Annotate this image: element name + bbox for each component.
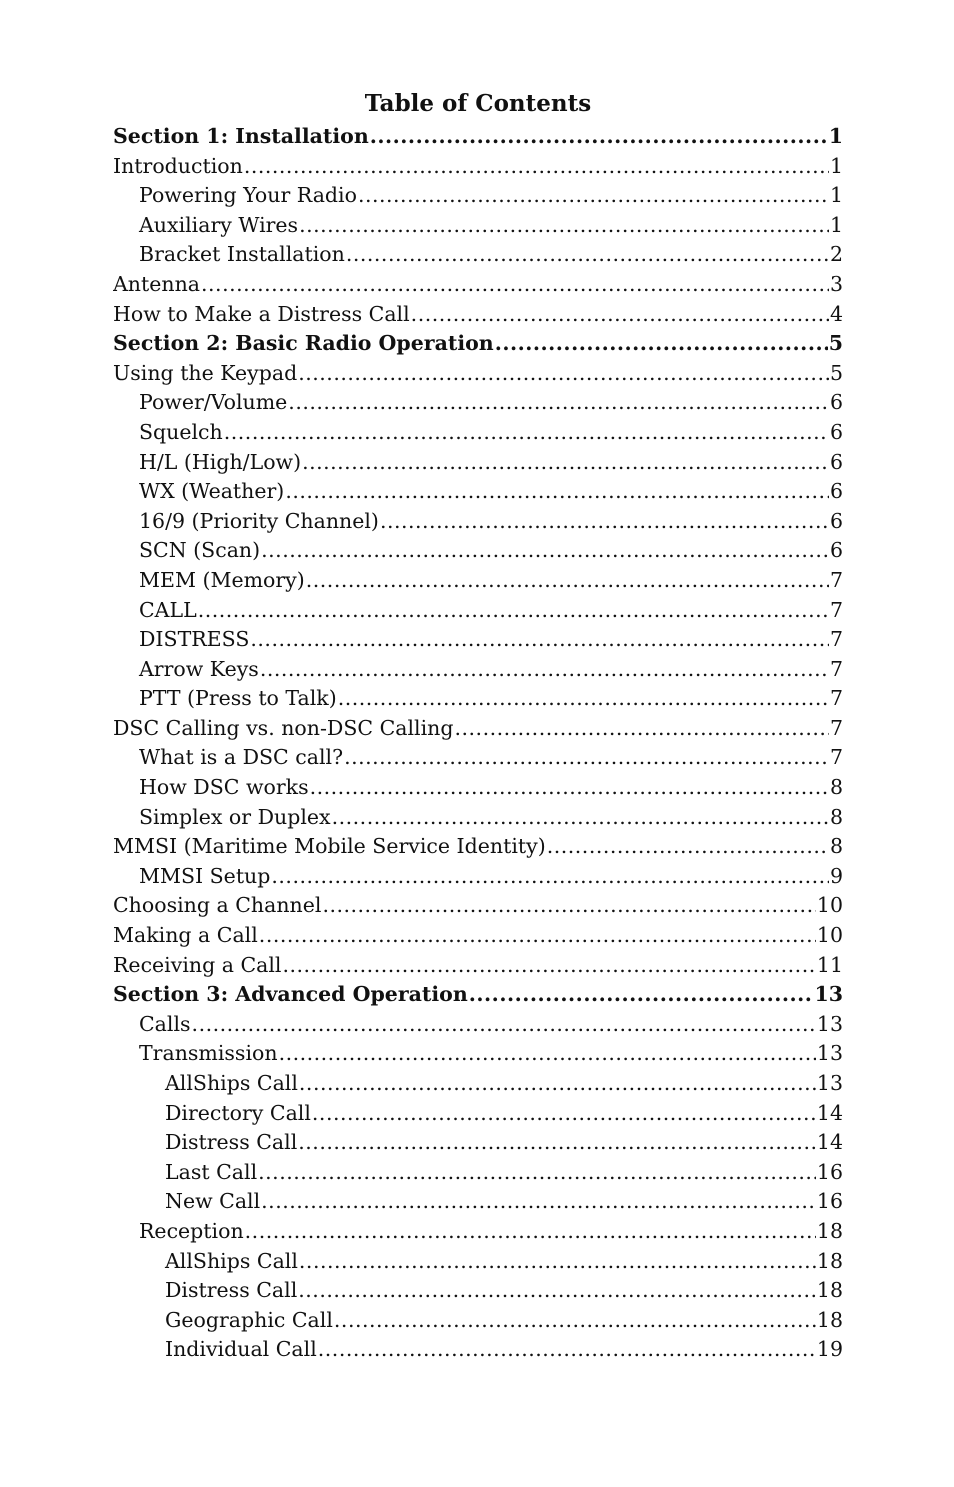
dot-leader [312,1099,816,1129]
toc-entry-page-number: 7 [829,567,843,592]
toc-entry[interactable] [113,951,843,981]
toc-entry-page-number: 18 [816,1248,843,1273]
toc-entry-label: H/L (High/Low) [139,449,302,474]
toc-entry-label: Section 3: Advanced Operation [113,982,468,1007]
toc-entry-page-number: 6 [829,390,843,415]
dot-leader [322,891,815,921]
toc-entry-page-number: 6 [829,449,843,474]
toc-entry[interactable] [113,388,843,418]
toc-entry-label: Bracket Installation [139,242,345,267]
toc-entry[interactable] [113,1039,843,1069]
toc-entry-page-number: 7 [829,656,843,681]
dot-leader [261,1187,816,1217]
toc-entry[interactable] [113,921,843,951]
toc-entry-label: Geographic Call [165,1307,333,1332]
dot-leader [318,1335,816,1365]
dot-leader [346,240,829,270]
toc-entry-label: DSC Calling vs. non-DSC Calling [113,715,454,740]
toc-entry-page-number: 10 [816,893,843,918]
toc-entry[interactable] [113,1187,843,1217]
toc-entry-page-number: 6 [829,508,843,533]
toc-entry-label: Last Call [165,1159,258,1184]
toc-entry-page-number: 5 [829,360,843,385]
toc-entry[interactable] [113,1217,843,1247]
toc-entry-page-number: 16 [816,1189,843,1214]
toc-entry-label: Making a Call [113,923,258,948]
toc-entry-page-number: 1 [829,212,843,237]
dot-leader [261,536,829,566]
toc-entry-label: Individual Call [165,1337,317,1362]
toc-entry-page-number: 7 [829,597,843,622]
toc-entry[interactable] [113,1099,843,1129]
toc-entry[interactable] [113,1335,843,1365]
toc-entry-label: Directory Call [165,1100,311,1125]
toc-entry[interactable] [113,536,843,566]
dot-leader [299,211,829,241]
toc-entry-label: How to Make a Distress Call [113,301,410,326]
toc-section-heading[interactable] [113,980,843,1010]
toc-entry-page-number: 3 [829,271,843,296]
toc-entry[interactable] [113,714,843,744]
dot-leader [260,655,829,685]
dot-leader [258,1158,816,1188]
dot-leader [224,418,829,448]
dot-leader [310,773,829,803]
toc-entry-page-number: 1 [828,124,843,148]
toc-entry-page-number: 7 [829,627,843,652]
dot-leader [469,980,814,1010]
dot-leader [288,388,829,418]
toc-entry-page-number: 16 [816,1159,843,1184]
toc-entry[interactable] [113,1247,843,1277]
toc-entry-label: Calls [139,1011,191,1036]
toc-entry-label: SCN (Scan) [139,538,261,563]
toc-entry-page-number: 7 [829,745,843,770]
dot-leader [299,1069,816,1099]
dot-leader [455,714,829,744]
toc-entry-page-number: 6 [829,419,843,444]
toc-entry-page-number: 1 [829,153,843,178]
toc-section-heading[interactable] [113,329,843,359]
dot-leader [298,1128,816,1158]
toc-entry[interactable] [113,507,843,537]
dot-leader [370,122,828,152]
toc-entry[interactable] [113,418,843,448]
toc-entry-page-number: 2 [829,242,843,267]
dot-leader [285,477,829,507]
toc-entry[interactable] [113,684,843,714]
dot-leader [358,181,829,211]
toc-entry[interactable] [113,803,843,833]
toc-entry-page-number: 7 [829,715,843,740]
toc-entry-label: Choosing a Channel [113,893,322,918]
toc-entry-page-number: 14 [816,1100,843,1125]
dot-leader [271,862,829,892]
toc-entry-page-number: 11 [816,952,843,977]
toc-entry-label: Receiving a Call [113,952,282,977]
toc-entry[interactable] [113,832,843,862]
dot-leader [201,270,829,300]
toc-entry[interactable] [113,240,843,270]
toc-entry-page-number: 5 [828,331,843,356]
toc-entry-page-number: 13 [814,982,843,1007]
dot-leader [344,743,829,773]
toc-entry-page-number: 13 [816,1041,843,1066]
toc-entry-label: Distress Call [165,1278,298,1303]
toc-entry[interactable] [113,1158,843,1188]
toc-entry-page-number: 9 [829,863,843,888]
toc-entry[interactable] [113,211,843,241]
dot-leader [299,1247,816,1277]
toc-entry[interactable] [113,477,843,507]
toc-entry-label: Reception [139,1218,244,1243]
dot-leader [198,596,829,626]
toc-entry-label: Power/Volume [139,390,288,415]
dot-leader [495,329,828,359]
toc-entry[interactable] [113,625,843,655]
dot-leader [298,359,829,389]
dot-leader [411,300,829,330]
toc-entry[interactable] [113,1128,843,1158]
dot-leader [259,921,816,951]
toc-entry[interactable] [113,152,843,182]
toc-entry-label: AllShips Call [165,1071,298,1095]
toc-entry-label: What is a DSC call? [139,745,344,770]
toc-entry-label: How DSC works [139,775,309,800]
toc-entry-label: Auxiliary Wires [139,212,299,237]
toc-entry[interactable] [113,1276,843,1306]
toc-entry-page-number: 18 [816,1218,843,1243]
toc-entry-page-number: 10 [816,923,843,948]
toc-entry-page-number: 14 [816,1130,843,1155]
toc-entry-label: Section 2: Basic Radio Operation [113,331,494,356]
toc-entry[interactable] [113,448,843,478]
dot-leader [250,625,829,655]
toc-entry-label: MMSI Setup [139,863,271,888]
toc-entry-label: Section 1: Installation [113,124,369,148]
toc-entry-label: PTT (Press to Talk) [139,686,337,711]
toc-entry-label: Using the Keypad [113,360,298,385]
dot-leader [279,1039,816,1069]
toc-entry-label: WX (Weather) [139,479,285,504]
toc-entry-page-number: 1 [829,183,843,208]
toc-entry[interactable] [113,773,843,803]
toc-entry[interactable] [113,743,843,773]
dot-leader [282,951,815,981]
dot-leader [306,566,829,596]
toc-entry[interactable] [113,862,843,892]
dot-leader [380,507,829,537]
toc-entry-label: Simplex or Duplex [139,804,331,829]
toc-entry-label: Antenna [113,271,201,296]
toc-entry[interactable] [113,891,843,921]
toc-entry-label: Distress Call [165,1130,298,1155]
toc-entry-label: 16/9 (Priority Channel) [139,508,379,533]
toc-entry-page-number: 13 [816,1011,843,1036]
toc-entry-page-number: 8 [829,775,843,800]
toc-entry-page-number: 7 [829,686,843,711]
toc-entry-label: AllShips Call [165,1248,298,1273]
toc-entry-label: Transmission [139,1041,278,1066]
toc-entry-page-number: 6 [829,479,843,504]
toc-entry-page-number: 13 [816,1071,843,1095]
toc-entry[interactable] [113,596,843,626]
dot-leader [298,1276,816,1306]
dot-leader [338,684,829,714]
dot-leader [192,1010,816,1040]
toc-entry-page-number: 18 [816,1278,843,1303]
toc-entry[interactable] [113,655,843,685]
toc-entry-label: MMSI (Maritime Mobile Service Identity) [113,834,546,859]
toc-entry-label: MEM (Memory) [139,567,305,592]
toc-entry-page-number: 19 [816,1337,843,1362]
toc-page [113,86,843,1365]
page-title: Table of Contents [364,90,592,117]
toc-entry-label: Squelch [139,419,223,444]
dot-leader [244,152,829,182]
toc-entry[interactable] [113,270,843,300]
toc-entry-page-number: 18 [816,1307,843,1332]
toc-list [113,122,843,1365]
toc-entry[interactable] [113,1010,843,1040]
toc-entry-label: DISTRESS [139,627,250,652]
dot-leader [547,832,829,862]
dot-leader [332,803,829,833]
dot-leader [245,1217,816,1247]
toc-entry-label: Powering Your Radio [139,183,357,208]
toc-entry-label: CALL [139,597,197,622]
toc-entry[interactable] [113,300,843,330]
toc-entry[interactable] [113,359,843,389]
toc-section-heading[interactable] [113,122,843,152]
toc-entry-page-number: 4 [829,301,843,326]
toc-entry[interactable] [113,1069,843,1099]
toc-entry-label: New Call [165,1189,261,1214]
toc-entry-label: Arrow Keys [139,656,259,681]
toc-entry[interactable] [113,1306,843,1336]
dot-leader [334,1306,816,1336]
toc-entry-page-number: 6 [829,538,843,563]
toc-entry-label: Introduction [113,153,243,178]
toc-entry[interactable] [113,566,843,596]
toc-entry-page-number: 8 [829,804,843,829]
toc-entry[interactable] [113,181,843,211]
dot-leader [302,448,829,478]
toc-entry-page-number: 8 [829,834,843,859]
